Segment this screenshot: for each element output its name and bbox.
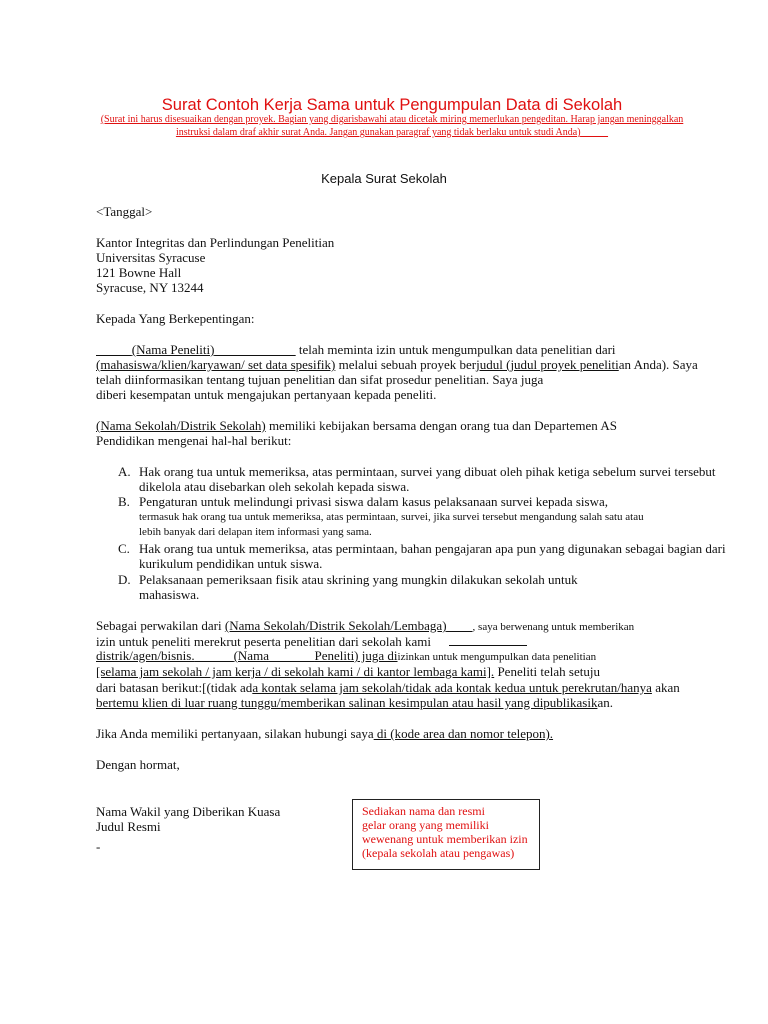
instruction-box: [352, 799, 540, 870]
address-line-3: 121 Bowne Hall: [96, 265, 182, 280]
para3-line-6: bertemu klien di luar ruang tunggu/memberikan salinan kesimpulan atau hasil yang dipublikasikan.: [96, 695, 613, 710]
closing: Dengan hormat,: [96, 757, 180, 772]
signatory-name: Nama Wakil yang Diberikan Kuasa: [96, 804, 281, 819]
instruction-box-line-4: (kepala sekolah atau pengawas): [362, 846, 515, 860]
para2-line-2: Pendidikan mengenai hal-hal berikut:: [96, 433, 292, 448]
para3-line-4: [selama jam sekolah / jam kerja / di sekolah kami / di kantor lembaga kami]. Peneliti telah setuju: [96, 664, 600, 679]
instruction-note-line-1: (Surat ini harus disesuaikan dengan proyek. Bagian yang digarisbawahi atau dicetak miring memerlukan pengeditan. Harap jangan meninggalkan: [100, 114, 684, 125]
instruction-box-line-1: Sediakan nama dan resmi: [362, 804, 485, 818]
instruction-box-line-2: gelar orang yang memiliki: [362, 818, 489, 832]
organization-placeholder: (Nama Sekolah/Distrik Sekolah/Lembaga): [224, 618, 447, 633]
para1-line-1: (Nama Peneliti) telah meminta izin untuk mengumpulkan data penelitian dari: [131, 342, 616, 357]
instruction-note-line-2: instruksi dalam draf akhir surat Anda. Jangan gunakan paragraf yang tidak berlaku untuk studi Anda): [175, 127, 581, 138]
signatory-title: Judul Resmi: [96, 819, 161, 834]
blank-line: [449, 633, 527, 646]
address-line-1: Kantor Integritas dan Perlindungan Penelitian: [96, 235, 335, 250]
school-name-placeholder: (Nama Sekolah/Distrik Sekolah): [96, 418, 266, 433]
para1-line-3: telah diinformasikan tentang tujuan penelitian dan sifat prosedur penelitian. Saya juga: [96, 372, 544, 387]
para3-line-5: dari batasan berikut:[(tidak ada kontak selama jam sekolah/tidak ada kontak kedua untuk perekrutan/hanya akan: [96, 680, 680, 695]
signature-dash: -: [96, 839, 101, 854]
para1-line-4: diberi kesempatan untuk mengajukan pertanyaan kepada peneliti.: [96, 387, 437, 402]
address-line-2: Universitas Syracuse: [96, 250, 206, 265]
para3-line-3: distrik/agen/bisnis. (Nama Peneliti) juga diizinkan untuk mengumpulkan data penelitian: [96, 648, 597, 663]
subject-placeholder: (mahasiswa/klien/karyawan/ set data spesifik): [96, 357, 336, 372]
document-title: Surat Contoh Kerja Sama untuk Pengumpulan Data di Sekolah: [161, 96, 623, 114]
project-title-placeholder: judul (judul proyek peneliti: [476, 357, 619, 372]
instruction-box-line-3: wewenang untuk memberikan izin: [362, 832, 528, 846]
time-location-placeholder: [selama jam sekolah / jam kerja / di sekolah kami / di kantor lembaga kami].: [96, 664, 495, 679]
phone-placeholder: di (kode area dan nomor telepon).: [373, 726, 554, 741]
salutation: Kepada Yang Berkepentingan:: [96, 311, 255, 326]
school-letterhead: Kepala Surat Sekolah: [321, 171, 447, 186]
researcher-name-placeholder: (Nama Peneliti): [131, 342, 215, 357]
date-placeholder: <Tanggal>: [96, 204, 153, 219]
para3-line-2: izin untuk peneliti merekrut peserta penelitian dari sekolah kami: [96, 633, 768, 649]
para2-line-1: (Nama Sekolah/Distrik Sekolah) memiliki kebijakan bersama dengan orang tua dan Departemen AS: [96, 418, 617, 433]
para1-line-2: (mahasiswa/klien/karyawan/ set data spesifik) melalui sebuah proyek berjudul (judul proyek penelitian Anda). Saya: [96, 357, 698, 372]
contact-line: Jika Anda memiliki pertanyaan, silakan hubungi saya di (kode area dan nomor telepon).: [96, 726, 554, 741]
para3-line-1: Sebagai perwakilan dari (Nama Sekolah/Distrik Sekolah/Lembaga) , saya berwenang untuk memberikan: [96, 618, 635, 633]
address-line-4: Syracuse, NY 13244: [96, 280, 204, 295]
